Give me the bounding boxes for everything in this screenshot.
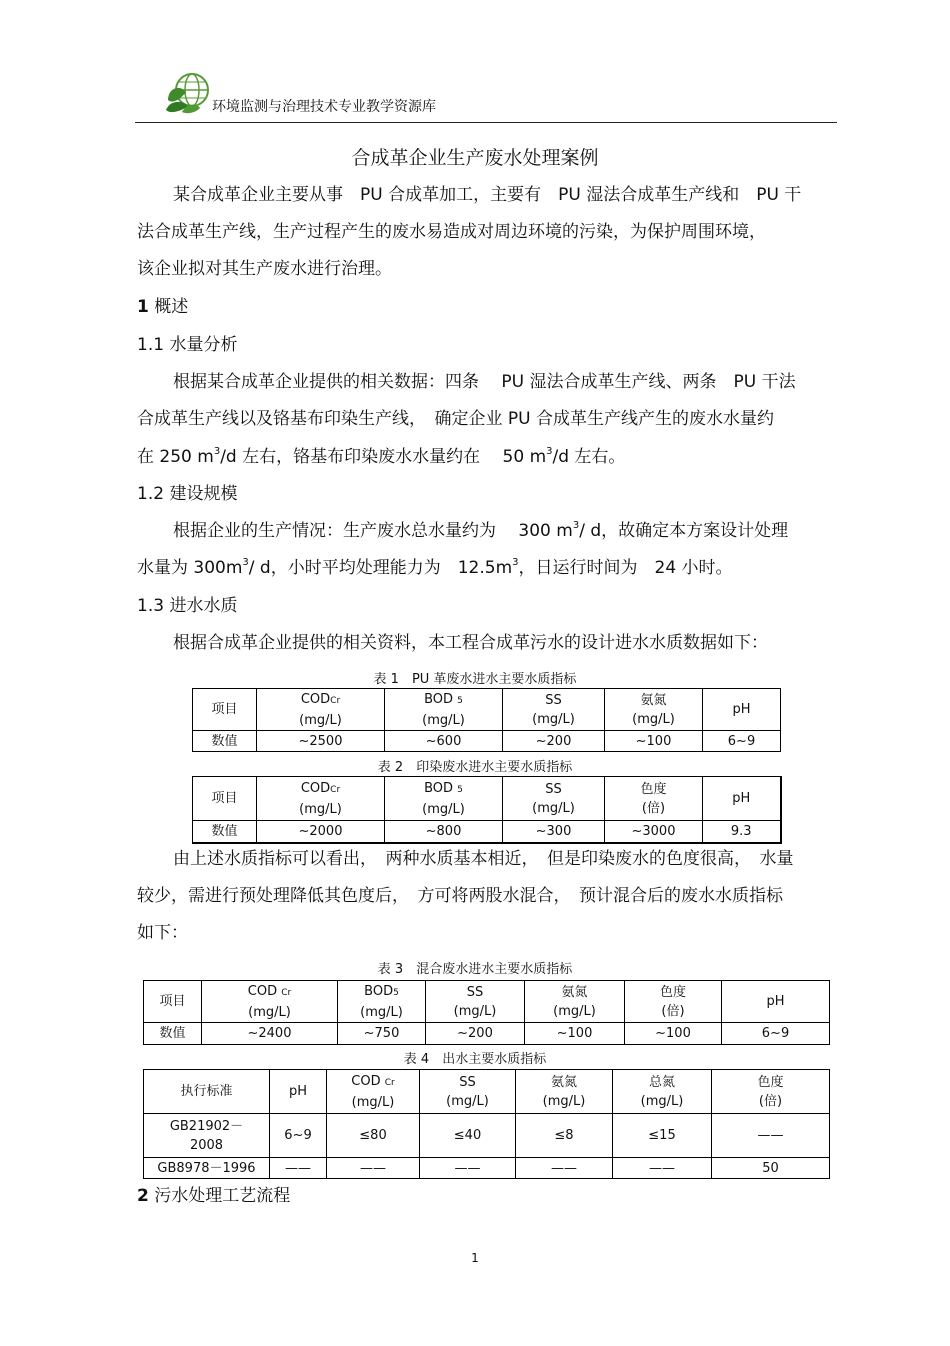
t1-header-bod: BOD 5 (mg/L) (385, 689, 503, 731)
s11-text-b: /d 左右，铬基布印染废水水量约在 50 m (220, 447, 547, 467)
t4-cell: ≤8 (516, 1114, 613, 1158)
leaf-globe-logo (162, 70, 214, 114)
t3-cell: ~200 (426, 1023, 525, 1045)
superscript-3: 3 (546, 446, 553, 457)
t1-header-cod: CODCr (mg/L) (257, 689, 385, 731)
t4-standard-gb8978: GB8978－1996 (144, 1158, 270, 1179)
s12-text-e: ，日运行时间为 24 小时。 (518, 558, 733, 578)
t3-header-item: 项目 (144, 981, 202, 1023)
t1-cell: ~200 (503, 731, 605, 752)
t1-row-label: 数值 (193, 731, 257, 752)
section-2-number: 2 (137, 1186, 149, 1206)
t3-header-color: 色度 (倍) (625, 981, 722, 1023)
t4-cell: —— (270, 1158, 327, 1179)
t4-cell: —— (712, 1114, 830, 1158)
t2-header-item: 项目 (193, 777, 257, 821)
mid-line-1: 由上述水质指标可以看出， 两种水质基本相近， 但是印染废水的色度很高， 水量 (173, 849, 794, 869)
t4-header-total-nitrogen: 总氮 (mg/L) (613, 1070, 712, 1114)
header-site-name: 环境监测与治理技术专业教学资源库 (212, 99, 436, 115)
t3-cell: ~750 (338, 1023, 426, 1045)
s11-text-a: 在 250 m (137, 447, 214, 467)
t3-row-label: 数值 (144, 1023, 202, 1045)
table-4-caption: 表 4 出水主要水质指标 (403, 1052, 547, 1067)
mid-line-2: 较少，需进行预处理降低其色度后， 方可将两股水混合， 预计混合后的废水水质指标 (137, 886, 783, 906)
section-1-number: 1 (137, 297, 149, 317)
t4-standard-gb21902: GB21902－ 2008 (144, 1114, 270, 1158)
table-2 (192, 776, 782, 844)
t2-header-bod: BOD 5 (mg/L) (385, 777, 503, 821)
t4-cell: ≤80 (327, 1114, 420, 1158)
s11-text-c: /d 左右。 (552, 447, 626, 467)
t4-cell: —— (420, 1158, 516, 1179)
table-4 (143, 1069, 830, 1179)
t2-header-color: 色度 (倍) (605, 777, 703, 821)
t1-header-item: 项目 (193, 689, 257, 731)
section-2-title: 污水处理工艺流程 (154, 1186, 291, 1206)
table-3-caption: 表 3 混合废水进水主要水质指标 (377, 962, 573, 977)
section-2-heading (137, 1181, 290, 1206)
t1-header-ss: SS (mg/L) (503, 689, 605, 731)
t4-cell: 50 (712, 1158, 830, 1179)
t2-cell: ~3000 (605, 821, 703, 843)
superscript-3: 3 (572, 520, 580, 531)
table-1 (192, 688, 781, 752)
section-1-title: 概述 (154, 297, 189, 317)
t2-row-label: 数值 (193, 821, 257, 843)
t3-header-bod: BOD5 (mg/L) (338, 981, 426, 1023)
t4-cell: —— (327, 1158, 420, 1179)
t3-header-ammonia: 氨氮 (mg/L) (525, 981, 625, 1023)
table-2-caption: 表 2 印染废水进水主要水质指标 (377, 760, 573, 775)
intro-line-2: 法合成革生产线，生产过程产生的废水易造成对周边环境的污染，为保护周围环境， (137, 222, 766, 242)
t2-cell: ~300 (503, 821, 605, 843)
t2-header-ph: pH (703, 777, 781, 821)
s13-line-1: 根据合成革企业提供的相关资料，本工程合成革污水的设计进水水质数据如下： (173, 633, 768, 653)
s11-line-1: 根据某合成革企业提供的相关数据：四条 PU 湿法合成革生产线、两条 PU 干法 (173, 372, 796, 392)
t3-header-ss: SS (mg/L) (426, 981, 525, 1023)
header-divider (135, 122, 837, 123)
t3-cell: 6~9 (722, 1023, 830, 1045)
t4-cell: —— (516, 1158, 613, 1179)
t1-cell: ~100 (605, 731, 703, 752)
t3-header-cod: COD Cr (mg/L) (202, 981, 338, 1023)
t4-cell: —— (613, 1158, 712, 1179)
t1-header-ph: pH (703, 689, 781, 731)
s12-text-a: 根据企业的生产情况：生产废水总水量约为 300 m (173, 521, 573, 541)
t1-cell: ~2500 (257, 731, 385, 752)
document-title: 合成革企业生产废水处理案例 (351, 147, 599, 169)
s12-text-d: / d，小时平均处理能力为 12.5m (248, 558, 513, 578)
page-number: 1 (471, 1251, 479, 1265)
t2-header-cod: CODCr (mg/L) (257, 777, 385, 821)
t4-cell: ≤15 (613, 1114, 712, 1158)
s11-line-2: 合成革生产线以及铬基布印染生产线， 确定企业 PU 合成革生产线产生的废水水量约 (137, 409, 775, 429)
s11-line-3 (137, 442, 625, 467)
t4-header-standard: 执行标准 (144, 1070, 270, 1114)
table-3 (143, 980, 830, 1045)
s12-line-2 (137, 553, 733, 578)
table-1-caption: 表 1 PU 革废水进水主要水质指标 (373, 672, 577, 687)
s12-text-b: / d，故确定本方案设计处理 (579, 521, 789, 541)
t4-cell: 6~9 (270, 1114, 327, 1158)
s12-text-c: 水量为 300m (137, 558, 243, 578)
t3-cell: ~100 (525, 1023, 625, 1045)
t4-header-ss: SS (mg/L) (420, 1070, 516, 1114)
t2-cell: ~800 (385, 821, 503, 843)
t1-cell: ~600 (385, 731, 503, 752)
section-1-3-heading: 1.3 进水水质 (137, 596, 238, 616)
s12-line-1 (137, 516, 788, 541)
section-1-2-heading: 1.2 建设规模 (137, 484, 238, 504)
t2-cell: ~2000 (257, 821, 385, 843)
intro-line-3: 该企业拟对其生产废水进行治理。 (137, 259, 392, 279)
superscript-3: 3 (512, 557, 519, 568)
t4-header-ammonia: 氨氮 (mg/L) (516, 1070, 613, 1114)
t2-header-ss: SS (mg/L) (503, 777, 605, 821)
t4-header-color: 色度 (倍) (712, 1070, 830, 1114)
intro-line-1: 某合成革企业主要从事 PU 合成革加工，主要有 PU 湿法合成革生产线和 PU 干 (173, 185, 802, 205)
superscript-3: 3 (242, 557, 249, 568)
t1-cell: 6~9 (703, 731, 781, 752)
t4-cell: ≤40 (420, 1114, 516, 1158)
t3-cell: ~2400 (202, 1023, 338, 1045)
t4-header-ph: pH (270, 1070, 327, 1114)
t2-cell: 9.3 (703, 821, 781, 843)
section-1-heading (137, 292, 188, 317)
t3-cell: ~100 (625, 1023, 722, 1045)
section-1-1-heading: 1.1 水量分析 (137, 335, 238, 355)
mid-line-3: 如下： (137, 923, 188, 943)
superscript-3: 3 (213, 446, 221, 457)
t3-header-ph: pH (722, 981, 830, 1023)
t4-header-cod: COD Cr (mg/L) (327, 1070, 420, 1114)
t1-header-ammonia: 氨氮 (mg/L) (605, 689, 703, 731)
